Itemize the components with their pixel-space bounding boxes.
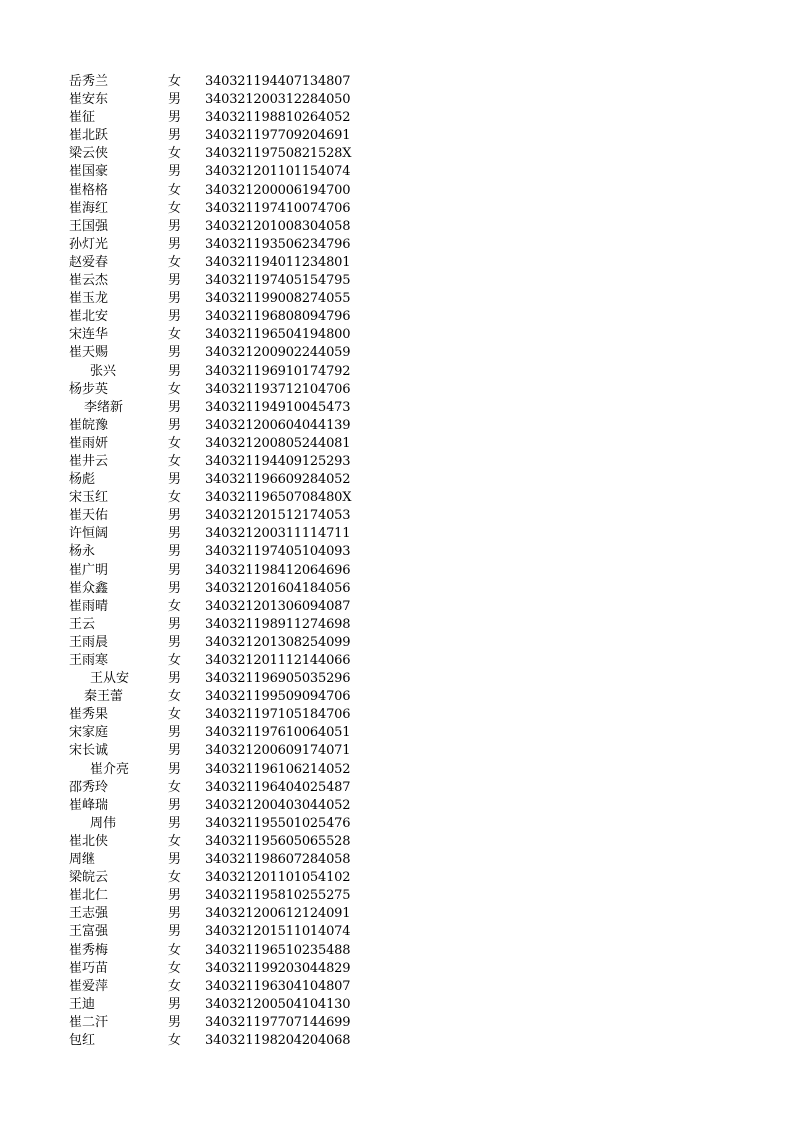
name-cell: 崔井云 — [69, 453, 109, 469]
sex-cell: 男 — [168, 562, 182, 578]
name-cell: 杨彪 — [69, 472, 96, 488]
name-cell: 崔北仁 — [69, 888, 109, 904]
id-number-cell: 340321196510235488 — [205, 942, 351, 958]
table-row — [0, 489, 793, 507]
id-number-cell: 340321198911274698 — [205, 616, 351, 632]
table-row — [0, 652, 793, 670]
name-cell: 邵秀玲 — [69, 779, 109, 795]
name-cell: 宋长诚 — [69, 743, 109, 759]
sex-cell: 男 — [168, 128, 182, 144]
id-number-cell: 340321197410074706 — [205, 200, 351, 216]
id-number-cell: 340321199008274055 — [205, 291, 351, 307]
sex-cell: 男 — [168, 743, 182, 759]
sex-cell: 男 — [168, 671, 182, 687]
table-row — [0, 742, 793, 760]
sex-cell: 男 — [168, 815, 182, 831]
name-cell: 崔秀梅 — [69, 942, 109, 958]
sex-cell: 男 — [168, 363, 182, 379]
sex-cell: 女 — [168, 942, 182, 958]
id-number-cell: 340321200604044139 — [205, 417, 351, 433]
table-row — [0, 163, 793, 181]
name-cell: 王从安 — [90, 671, 130, 687]
sex-cell: 男 — [168, 1014, 182, 1030]
table-row — [0, 797, 793, 815]
id-number-cell: 34032119750821528X — [205, 146, 352, 162]
table-row — [0, 761, 793, 779]
id-number-cell: 340321199203044829 — [205, 960, 351, 976]
table-row — [0, 887, 793, 905]
id-number-cell: 340321195605065528 — [205, 833, 351, 849]
name-cell: 崔天佑 — [69, 508, 109, 524]
name-cell: 王云 — [69, 616, 96, 632]
name-cell: 崔众鑫 — [69, 580, 109, 596]
id-number-cell: 340321197105184706 — [205, 707, 351, 723]
sex-cell: 男 — [168, 236, 182, 252]
sex-cell: 男 — [168, 616, 182, 632]
name-cell: 岳秀兰 — [69, 74, 109, 89]
table-row — [0, 254, 793, 272]
table-row — [0, 73, 793, 91]
table-row — [0, 471, 793, 489]
id-number-cell: 340321198607284058 — [205, 852, 351, 868]
name-cell: 崔雨妍 — [69, 435, 109, 451]
sex-cell: 女 — [168, 978, 182, 994]
table-row — [0, 236, 793, 254]
id-number-cell: 340321194011234801 — [205, 254, 351, 270]
sex-cell: 女 — [168, 453, 182, 469]
sex-cell: 女 — [168, 146, 182, 162]
sex-cell: 男 — [168, 309, 182, 325]
id-number-cell: 340321196106214052 — [205, 761, 351, 777]
sex-cell: 男 — [168, 797, 182, 813]
name-cell: 包红 — [69, 1032, 96, 1048]
table-row — [0, 145, 793, 163]
name-cell: 周伟 — [90, 815, 117, 831]
table-row — [0, 109, 793, 127]
sex-cell: 男 — [168, 110, 182, 126]
id-number-cell: 340321200805244081 — [205, 435, 351, 451]
name-cell: 杨永 — [69, 544, 96, 560]
sex-cell: 女 — [168, 182, 182, 198]
name-cell: 王国强 — [69, 218, 109, 234]
table-row — [0, 218, 793, 236]
id-number-cell: 340321193506234796 — [205, 236, 351, 252]
sex-cell: 女 — [168, 1032, 182, 1048]
table-row — [0, 453, 793, 471]
id-number-cell: 340321198810264052 — [205, 110, 351, 126]
table-row — [0, 869, 793, 887]
name-cell: 李绪新 — [84, 399, 124, 415]
roster-table — [0, 73, 793, 1050]
table-row — [0, 598, 793, 616]
table-row — [0, 308, 793, 326]
name-cell: 宋家庭 — [69, 725, 109, 741]
name-cell: 崔二汗 — [69, 1014, 109, 1030]
sex-cell: 男 — [168, 996, 182, 1012]
id-number-cell: 340321197405154795 — [205, 273, 351, 289]
sex-cell: 女 — [168, 689, 182, 705]
sex-cell: 男 — [168, 526, 182, 542]
sex-cell: 女 — [168, 200, 182, 216]
name-cell: 崔秀果 — [69, 707, 109, 723]
table-row — [0, 670, 793, 688]
table-row — [0, 923, 793, 941]
name-cell: 宋玉红 — [69, 490, 109, 506]
name-cell: 崔国豪 — [69, 164, 109, 180]
id-number-cell: 340321201306094087 — [205, 598, 351, 614]
sex-cell: 男 — [168, 164, 182, 180]
name-cell: 许恒阔 — [69, 526, 109, 542]
table-row — [0, 363, 793, 381]
table-row — [0, 851, 793, 869]
name-cell: 崔雨晴 — [69, 598, 109, 614]
sex-cell: 女 — [168, 381, 182, 397]
name-cell: 崔玉龙 — [69, 291, 109, 307]
sex-cell: 女 — [168, 598, 182, 614]
table-row — [0, 815, 793, 833]
sex-cell: 男 — [168, 544, 182, 560]
id-number-cell: 340321196504194800 — [205, 327, 351, 343]
name-cell: 崔北安 — [69, 309, 109, 325]
id-number-cell: 340321200312284050 — [205, 92, 351, 108]
table-row — [0, 634, 793, 652]
table-row — [0, 543, 793, 561]
id-number-cell: 340321201511014074 — [205, 924, 351, 940]
name-cell: 崔介亮 — [90, 761, 130, 777]
id-number-cell: 340321196910174792 — [205, 363, 351, 379]
name-cell: 周继 — [69, 852, 96, 868]
table-row — [0, 417, 793, 435]
table-row — [0, 724, 793, 742]
sex-cell: 男 — [168, 417, 182, 433]
id-number-cell: 340321201008304058 — [205, 218, 351, 234]
name-cell: 崔云杰 — [69, 273, 109, 289]
id-number-cell: 340321194910045473 — [205, 399, 351, 415]
id-number-cell: 340321200006194700 — [205, 182, 351, 198]
id-number-cell: 340321196808094796 — [205, 309, 351, 325]
id-number-cell: 340321201112144066 — [205, 653, 351, 668]
id-number-cell: 340321195810255275 — [205, 888, 351, 904]
id-number-cell: 340321197709204691 — [205, 128, 351, 144]
sex-cell: 男 — [168, 634, 182, 650]
table-row — [0, 399, 793, 417]
name-cell: 王雨晨 — [69, 634, 109, 650]
name-cell: 崔北跃 — [69, 128, 109, 144]
table-row — [0, 272, 793, 290]
sex-cell: 男 — [168, 273, 182, 289]
table-row — [0, 507, 793, 525]
id-number-cell: 340321201101154074 — [205, 164, 351, 180]
table-row — [0, 996, 793, 1014]
id-number-cell: 340321201308254099 — [205, 634, 351, 650]
table-row — [0, 978, 793, 996]
id-number-cell: 340321196404025487 — [205, 779, 351, 795]
sex-cell: 男 — [168, 291, 182, 307]
name-cell: 王志强 — [69, 906, 109, 922]
id-number-cell: 340321200403044052 — [205, 797, 351, 813]
id-number-cell: 340321200504104130 — [205, 996, 351, 1012]
id-number-cell: 340321196905035296 — [205, 671, 351, 687]
name-cell: 崔天赐 — [69, 345, 109, 361]
sex-cell: 女 — [168, 254, 182, 270]
table-row — [0, 1032, 793, 1050]
id-number-cell: 340321194407134807 — [205, 74, 351, 89]
sex-cell: 女 — [168, 707, 182, 723]
name-cell: 崔皖豫 — [69, 417, 109, 433]
table-row — [0, 127, 793, 145]
sex-cell: 女 — [168, 960, 182, 976]
sex-cell: 女 — [168, 833, 182, 849]
name-cell: 梁云侠 — [69, 146, 109, 162]
table-row — [0, 525, 793, 543]
name-cell: 王迪 — [69, 996, 96, 1012]
table-row — [0, 1014, 793, 1032]
id-number-cell: 340321198412064696 — [205, 562, 351, 578]
sex-cell: 男 — [168, 761, 182, 777]
sex-cell: 男 — [168, 508, 182, 524]
table-row — [0, 833, 793, 851]
name-cell: 崔征 — [69, 110, 96, 126]
name-cell: 王雨寒 — [69, 653, 109, 668]
name-cell: 崔巧苗 — [69, 960, 109, 976]
name-cell: 崔爱萍 — [69, 978, 109, 994]
name-cell: 崔峰瑞 — [69, 797, 109, 813]
id-number-cell: 340321193712104706 — [205, 381, 351, 397]
table-row — [0, 960, 793, 978]
sex-cell: 男 — [168, 92, 182, 108]
id-number-cell: 340321197707144699 — [205, 1014, 351, 1030]
name-cell: 崔格格 — [69, 182, 109, 198]
name-cell: 崔安东 — [69, 92, 109, 108]
name-cell: 杨步英 — [69, 381, 109, 397]
id-number-cell: 340321199509094706 — [205, 689, 351, 705]
sex-cell: 男 — [168, 725, 182, 741]
table-row — [0, 779, 793, 797]
name-cell: 孙灯光 — [69, 236, 109, 252]
name-cell: 王富强 — [69, 924, 109, 940]
table-row — [0, 562, 793, 580]
id-number-cell: 340321196304104807 — [205, 978, 351, 994]
id-number-cell: 340321200311114711 — [205, 526, 351, 542]
name-cell: 赵爱春 — [69, 254, 109, 270]
table-row — [0, 688, 793, 706]
name-cell: 崔北侠 — [69, 833, 109, 849]
sex-cell: 女 — [168, 74, 182, 89]
table-row — [0, 326, 793, 344]
sex-cell: 女 — [168, 653, 182, 668]
sex-cell: 男 — [168, 472, 182, 488]
id-number-cell: 340321197405104093 — [205, 544, 351, 560]
id-number-cell: 34032119650708480X — [205, 490, 352, 506]
id-number-cell: 340321201512174053 — [205, 508, 351, 524]
id-number-cell: 340321201101054102 — [205, 870, 351, 886]
sex-cell: 男 — [168, 852, 182, 868]
sex-cell: 男 — [168, 399, 182, 415]
id-number-cell: 340321200902244059 — [205, 345, 351, 361]
id-number-cell: 340321197610064051 — [205, 725, 351, 741]
id-number-cell: 340321198204204068 — [205, 1032, 351, 1048]
table-row — [0, 344, 793, 362]
name-cell: 宋连华 — [69, 327, 109, 343]
table-row — [0, 905, 793, 923]
sex-cell: 男 — [168, 906, 182, 922]
table-row — [0, 942, 793, 960]
id-number-cell: 340321200609174071 — [205, 743, 351, 759]
sex-cell: 男 — [168, 924, 182, 940]
sex-cell: 女 — [168, 327, 182, 343]
sex-cell: 女 — [168, 490, 182, 506]
sex-cell: 女 — [168, 779, 182, 795]
table-row — [0, 381, 793, 399]
table-row — [0, 200, 793, 218]
sex-cell: 男 — [168, 218, 182, 234]
table-row — [0, 182, 793, 200]
sex-cell: 男 — [168, 580, 182, 596]
table-row — [0, 706, 793, 724]
sex-cell: 男 — [168, 345, 182, 361]
id-number-cell: 340321194409125293 — [205, 453, 351, 469]
table-row — [0, 580, 793, 598]
name-cell: 秦王蕾 — [84, 689, 124, 705]
name-cell: 崔广明 — [69, 562, 109, 578]
table-row — [0, 616, 793, 634]
id-number-cell: 340321196609284052 — [205, 472, 351, 488]
table-row — [0, 435, 793, 453]
name-cell: 梁皖云 — [69, 870, 109, 886]
name-cell: 张兴 — [90, 363, 117, 379]
sex-cell: 女 — [168, 435, 182, 451]
table-row — [0, 290, 793, 308]
name-cell: 崔海红 — [69, 200, 109, 216]
sex-cell: 男 — [168, 888, 182, 904]
table-row — [0, 91, 793, 109]
id-number-cell: 340321200612124091 — [205, 906, 351, 922]
id-number-cell: 340321195501025476 — [205, 815, 351, 831]
id-number-cell: 340321201604184056 — [205, 580, 351, 596]
sex-cell: 女 — [168, 870, 182, 886]
